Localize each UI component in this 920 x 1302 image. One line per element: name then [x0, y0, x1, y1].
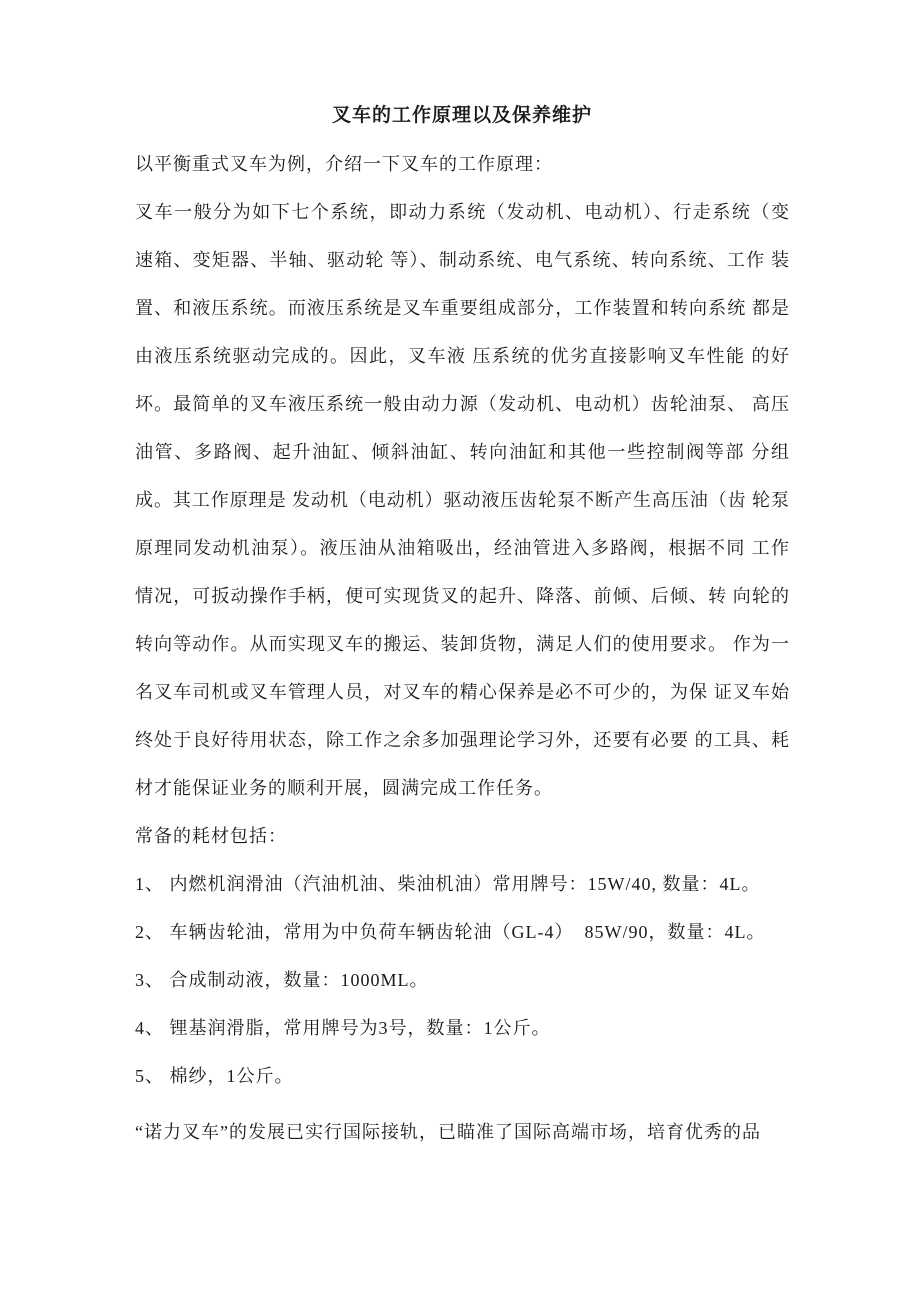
- doc-title: 叉车的工作原理以及保养维护: [331, 105, 592, 126]
- consumable-item: 2、 车辆齿轮油，常用为中负荷车辆齿轮油（GL-4） 85W/90，数量：4L。: [135, 922, 766, 942]
- body-line: 情况，可扳动操作手柄，便可实现货叉的起升、降落、前倾、后倾、转 向轮的: [135, 586, 789, 606]
- closing-paragraph: “诺力叉车”的发展已实行国际接轨，已瞄准了国际高端市场，培育优秀的品: [135, 1122, 761, 1142]
- body-line: 名叉车司机或叉车管理人员，对叉车的精心保养是必不可少的，为保 证叉车始: [135, 682, 789, 702]
- body-line: 原理同发动机油泵）。液压油从油箱吸出，经油管进入多路阀，根据不同 工作: [135, 538, 789, 558]
- body-line: 转向等动作。从而实现叉车的搬运、装卸货物，满足人们的使用要求。 作为一: [135, 634, 789, 654]
- body-line: 置、和液压系统。而液压系统是叉车重要组成部分，工作装置和转向系统 都是: [135, 298, 789, 318]
- body-line: 材才能保证业务的顺利开展，圆满完成工作任务。: [135, 778, 553, 798]
- consumable-item: 5、 棉纱，1公斤。: [135, 1066, 294, 1086]
- consumables-heading: 常备的耗材包括：: [135, 826, 287, 846]
- body-line: 坏。最简单的叉车液压系统一般由动力源（发动机、电动机）齿轮油泵、 高压: [135, 394, 789, 414]
- intro-paragraph: 以平衡重式叉车为例，介绍一下叉车的工作原理：: [135, 154, 553, 174]
- consumable-item: 4、 锂基润滑脂，常用牌号为3号，数量：1公斤。: [135, 1018, 551, 1038]
- body-line: 终处于良好待用状态，除工作之余多加强理论学习外，还要有必要 的工具、耗: [135, 730, 789, 750]
- main-paragraph: [135, 188, 789, 812]
- consumable-item: 1、 内燃机润滑油（汽油机油、柴油机油）常用牌号：15W/40, 数量：4L。: [135, 874, 761, 894]
- body-line: 由液压系统驱动完成的。因此，叉车液 压系统的优劣直接影响叉车性能 的好: [135, 346, 789, 366]
- body-line: 叉车一般分为如下七个系统，即动力系统（发动机、电动机）、行走系统（变: [135, 202, 789, 222]
- consumables-list: [135, 860, 789, 1100]
- document-content: [135, 92, 789, 1156]
- body-line: 成。其工作原理是 发动机（电动机）驱动液压齿轮泵不断产生高压油（齿 轮泵: [135, 490, 789, 510]
- consumable-item: 3、 合成制动液，数量：1000ML。: [135, 970, 429, 990]
- body-line: 速箱、变矩器、半轴、驱动轮 等）、制动系统、电气系统、转向系统、工作 装: [135, 250, 789, 270]
- body-line: 油管、多路阀、起升油缸、倾斜油缸、转向油缸和其他一些控制阀等部 分组: [135, 442, 789, 462]
